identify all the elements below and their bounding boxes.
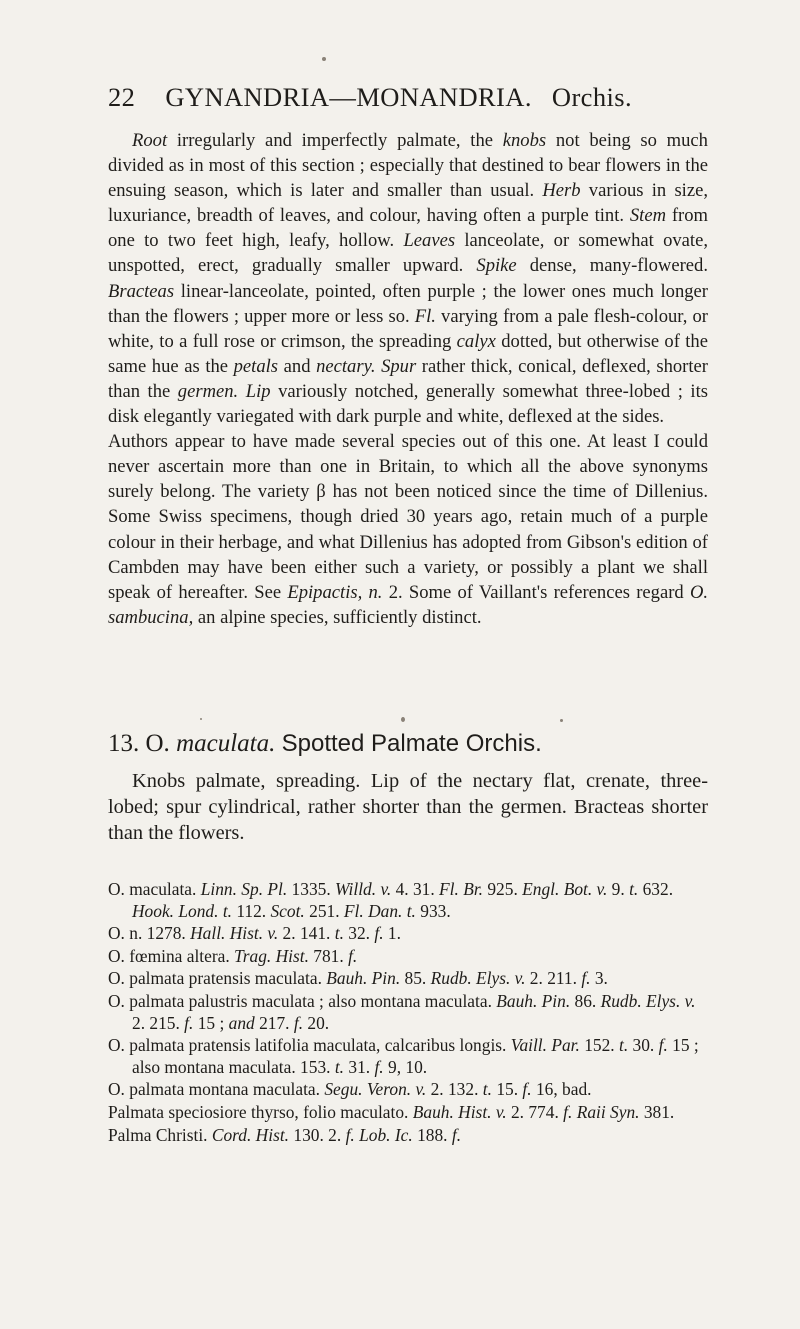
italic-text-run: Bauh. Pin.	[496, 990, 571, 1011]
text-run: 925.	[483, 879, 523, 899]
text-run: linear-lanceolate, pointed, often purple ; the lower ones much longer than the flowers ; upper more or less so.	[108, 280, 708, 327]
italic-text-run: nectary.	[316, 355, 376, 377]
text-run: 2. 774.	[506, 1101, 564, 1122]
text-run: various in size, luxuriance, breadth of leaves, and colour, having often a purple tint.	[108, 180, 708, 227]
text-run: irregularly and imperfectly palmate, the	[167, 130, 503, 151]
text-run: 2. 141.	[278, 923, 335, 944]
text-run: 251.	[304, 900, 344, 921]
synonym-entry	[108, 1079, 708, 1101]
text-run: 4. 31.	[391, 879, 440, 899]
italic-text-run: Willd. v.	[335, 879, 392, 899]
paper-speck	[322, 57, 326, 61]
italic-text-run: Lip	[245, 380, 271, 402]
italic-text-run: f.	[451, 1124, 462, 1145]
italic-text-run: knobs	[502, 130, 547, 151]
text-run: 130. 2.	[289, 1124, 346, 1145]
italic-text-run: O. sambucina,	[108, 581, 709, 628]
italic-text-run: Raii Syn.	[576, 1101, 640, 1122]
italic-text-run: Bauh. Hist. v.	[412, 1101, 507, 1122]
italic-text-run: Fl. Br.	[439, 879, 484, 899]
text-run: 1.	[383, 923, 401, 944]
description-paragraph	[108, 128, 708, 429]
text-run: 2. 215.	[132, 1012, 185, 1033]
text-run: 2. 211.	[525, 968, 582, 989]
text-run: an alpine species, sufficiently distinct.	[193, 606, 482, 628]
header-title: GYNANDRIA—MONANDRIA.	[165, 82, 532, 112]
italic-text-run: petals	[233, 355, 279, 377]
synonym-entry	[108, 968, 708, 990]
text-run: 9.	[607, 879, 630, 899]
running-header	[108, 82, 708, 118]
text-run: not being so much divided as in most of this section ; especially that destined to bear flowers in the ensuing season, which is later and smaller than usual.	[108, 130, 708, 202]
italic-text-run: Linn. Sp. Pl.	[200, 879, 288, 899]
paper-speck	[560, 719, 563, 722]
text-run: 632.	[638, 879, 674, 899]
italic-text-run: Epipactis, n.	[287, 581, 383, 603]
synonym-entry	[108, 1035, 708, 1078]
text-run: O. n. 1278.	[108, 923, 191, 944]
italic-text-run: Lob. Ic.	[359, 1124, 413, 1145]
species-number: 13.	[108, 730, 140, 757]
text-run: O. fœmina altera.	[108, 945, 235, 966]
text-run: O. palmata pratensis latifolia maculata, calcaribus longis.	[108, 1035, 511, 1056]
text-run: 217.	[254, 1012, 294, 1033]
italic-text-run: f.	[345, 1124, 355, 1145]
italic-text-run: f.	[522, 1079, 532, 1100]
italic-text-run: f.	[581, 968, 591, 989]
header-genus: Orchis.	[551, 82, 632, 112]
species-common-name: Spotted Palmate Orchis.	[281, 730, 542, 757]
italic-text-run: f.	[348, 945, 358, 966]
species-heading	[108, 730, 708, 758]
text-run: 112.	[232, 900, 271, 921]
italic-text-run: Spur	[381, 355, 417, 377]
text-run: 152.	[579, 1035, 619, 1056]
text-run: 31.	[344, 1056, 375, 1077]
synonym-entry	[108, 879, 708, 922]
text-run	[238, 381, 246, 402]
italic-text-run: t.	[629, 879, 639, 899]
italic-text-run: Fl. Dan. t.	[343, 900, 416, 921]
synonym-list	[108, 879, 708, 1147]
text-run: 3.	[590, 968, 608, 989]
synonym-entry	[108, 1125, 708, 1147]
synonym-entry	[108, 1102, 708, 1124]
synonym-entry	[108, 946, 708, 968]
species-genus: O.	[145, 730, 170, 757]
text-run: O. palmata pratensis maculata.	[108, 968, 327, 989]
italic-text-run: f.	[374, 1056, 384, 1077]
text-run: dotted, but otherwise of the same hue as the	[108, 330, 708, 377]
italic-text-run: t.	[482, 1079, 492, 1100]
text-run: varying from a pale flesh-colour, or white, to a full rose or crimson, the spreading	[108, 305, 708, 352]
italic-text-run: Vaill. Par.	[510, 1035, 580, 1056]
text-run: Authors appear to have made several species out of this one. At least I could never ascertain more than one in Britain, to which all the above synonyms surely belong. The variety β has not been noticed since the time of Dillenius. Some Swiss specimens, though dried 30 years ago, retain much of a purple colour in their herbage, and what Dillenius has adopted from Gibson's edition of Cambden may have been either such a variety, or possibly a plant we shall speak of hereafter. See	[108, 431, 708, 603]
text-run: O. palmata montana maculata.	[108, 1079, 325, 1100]
italic-text-run: Scot.	[270, 900, 305, 921]
text-run: 2. 132.	[426, 1079, 483, 1100]
italic-text-run: Hook. Lond. t.	[132, 900, 232, 921]
italic-text-run: f.	[658, 1035, 668, 1056]
text-run: O. palmata palustris maculata ; also montana maculata.	[108, 990, 497, 1011]
italic-text-run: t.	[618, 1035, 629, 1056]
species-epithet: maculata.	[176, 730, 276, 757]
italic-text-run: Segu. Veron. v.	[324, 1079, 427, 1100]
italic-text-run: Rudb. Elys. v.	[600, 990, 696, 1011]
italic-text-run: Herb	[542, 180, 581, 202]
italic-text-run: Hall. Hist. v.	[190, 923, 279, 944]
italic-text-run: and	[228, 1012, 255, 1033]
italic-text-run: t.	[334, 923, 344, 944]
italic-text-run: Stem	[629, 205, 667, 227]
text-run: O. maculata.	[108, 879, 201, 899]
text-run: 781.	[308, 945, 349, 966]
text-run: variously notched, generally somewhat three-lobed ; its disk elegantly variegated with dark purple and white, deflexed at the sides.	[108, 380, 708, 428]
text-run: Palma Christi.	[108, 1124, 212, 1145]
italic-text-run: f.	[293, 1012, 304, 1033]
italic-text-run: Bauh. Pin.	[326, 968, 401, 989]
italic-text-run: Root	[132, 130, 168, 151]
italic-text-run: Engl. Bot. v.	[522, 879, 608, 899]
italic-text-run: Spike	[476, 255, 517, 277]
italic-text-run: Trag. Hist.	[234, 945, 309, 966]
text-run: 20.	[303, 1012, 330, 1033]
text-run: 15 ;	[193, 1012, 229, 1033]
text-run: 933.	[415, 900, 451, 921]
text-run: Palmata speciosiore thyrso, folio maculato.	[108, 1101, 413, 1122]
paper-speck	[200, 718, 202, 720]
text-run: 15.	[491, 1079, 523, 1100]
text-run: 188.	[412, 1124, 452, 1145]
text-run: 86.	[570, 990, 601, 1011]
paper-speck	[401, 717, 405, 722]
italic-text-run: f.	[184, 1012, 194, 1033]
italic-text-run: t.	[334, 1056, 345, 1077]
synonym-entry	[108, 923, 708, 945]
text-run: dense, many-flowered.	[516, 255, 708, 277]
text-run: 16, bad.	[531, 1079, 592, 1100]
text-run: 1335.	[287, 879, 336, 899]
italic-text-run: f.	[374, 923, 384, 944]
italic-text-run: Fl.	[414, 305, 436, 327]
text-run: 85.	[400, 968, 431, 989]
page-number: 22	[108, 82, 136, 112]
text-run: 2. Some of Vaillant's references regard	[382, 581, 690, 603]
italic-text-run: Cord. Hist.	[211, 1124, 290, 1145]
diagnosis-text: Knobs palmate, spreading. Lip of the nectary flat, crenate, three-lobed; spur cylindrical, rather shorter than the germen. Bracteas shorter than the flowers.	[108, 770, 708, 844]
text-run: 32.	[343, 923, 375, 944]
text-run: rather thick, conical, deflexed, shorter than the	[108, 355, 708, 402]
italic-text-run: germen.	[177, 380, 239, 402]
remarks-paragraph	[108, 429, 708, 630]
italic-text-run: calyx	[456, 330, 496, 352]
text-run: lanceolate, or somewhat ovate, unspotted, erect, gradually smaller upward.	[108, 230, 708, 277]
description-block	[108, 128, 708, 630]
text-run: 381.	[639, 1101, 675, 1122]
italic-text-run: Rudb. Elys. v.	[430, 968, 526, 989]
text-run: 15 ; also montana maculata. 153.	[132, 1035, 699, 1077]
text-run: 9, 10.	[383, 1056, 428, 1077]
text-run: from one to two feet high, leafy, hollow.	[108, 205, 709, 252]
text-run: and	[278, 355, 317, 377]
diagnosis-block	[108, 768, 708, 846]
italic-text-run: Bracteas	[108, 280, 175, 302]
italic-text-run: f.	[563, 1101, 573, 1122]
text-run: 30.	[628, 1035, 659, 1056]
synonym-entry	[108, 991, 708, 1034]
italic-text-run: Leaves	[403, 230, 456, 252]
